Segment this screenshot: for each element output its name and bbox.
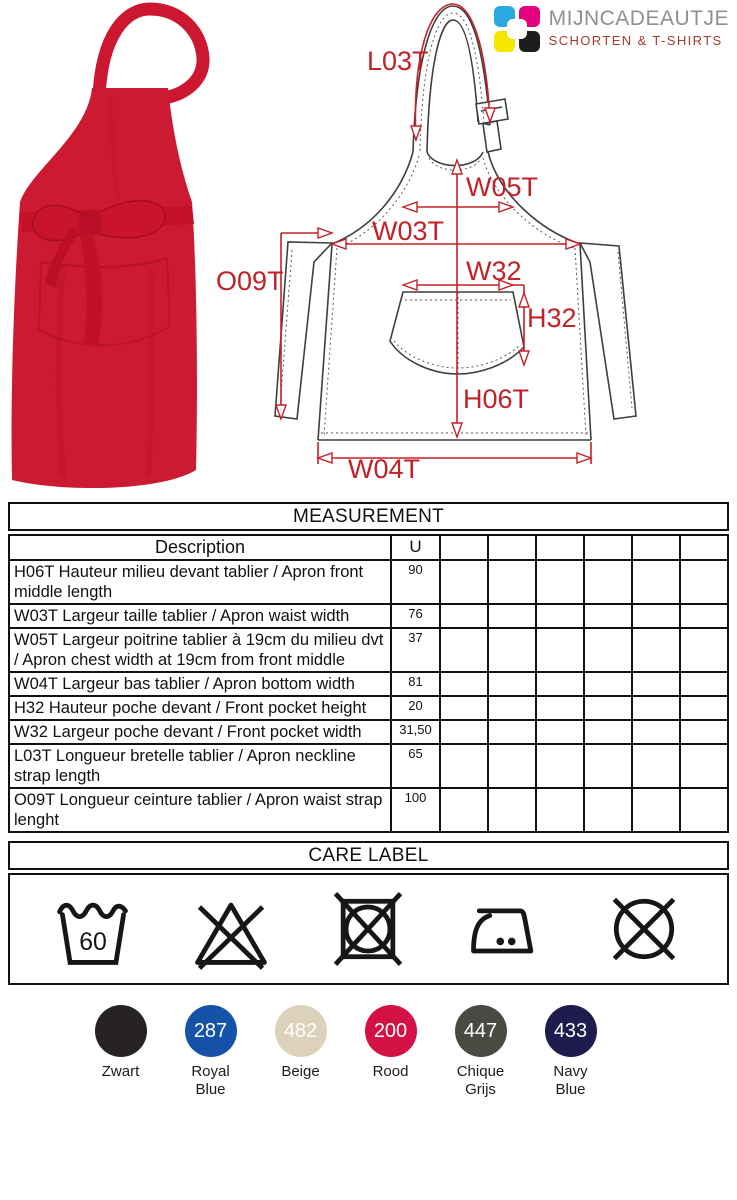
color-swatch-dot xyxy=(95,1005,147,1057)
color-name: Royal Blue xyxy=(191,1063,230,1098)
brand-tagline: SCHORTEN & T-SHIRTS xyxy=(548,33,723,49)
garment-outline xyxy=(275,6,636,440)
column-header-description: Description xyxy=(9,535,391,560)
measure-description: O09T Longueur ceinture tablier / Apron waist strap lenght xyxy=(9,788,391,832)
dim-label-w03t: W03T xyxy=(372,216,445,246)
iron-medium-icon xyxy=(463,886,549,972)
empty-column-header xyxy=(680,535,728,560)
measurement-title: MEASUREMENT xyxy=(8,502,729,531)
color-swatch xyxy=(269,1005,333,1099)
table-row xyxy=(9,560,728,604)
table-row xyxy=(9,720,728,744)
measure-description: W32 Largeur poche devant / Front pocket width xyxy=(9,720,391,744)
color-swatch xyxy=(179,1005,243,1099)
apron-shading xyxy=(148,268,151,478)
color-name: Rood xyxy=(372,1063,409,1080)
color-swatch-dot xyxy=(275,1005,327,1057)
do-not-tumble-dry-icon xyxy=(325,886,411,972)
measure-value: 20 xyxy=(391,696,440,720)
color-swatch xyxy=(449,1005,513,1099)
color-swatch-dot xyxy=(365,1005,417,1057)
empty-column-header xyxy=(488,535,536,560)
wash-60-icon xyxy=(50,886,136,972)
measure-description: L03T Longueur bretelle tablier / Apron neckline strap length xyxy=(9,744,391,788)
dim-label-l03t: L03T xyxy=(367,46,429,76)
measure-description: W04T Largeur bas tablier / Apron bottom width xyxy=(9,672,391,696)
color-swatch-dot xyxy=(545,1005,597,1057)
do-not-dry-clean-icon xyxy=(601,886,687,972)
color-swatch xyxy=(89,1005,153,1099)
empty-column-header xyxy=(584,535,632,560)
measurement-table xyxy=(8,534,729,833)
dim-label-o09t: O09T xyxy=(216,266,284,296)
table-row xyxy=(9,672,728,696)
empty-column-header xyxy=(440,535,488,560)
wash-temperature: 60 xyxy=(79,929,107,957)
measure-value: 37 xyxy=(391,628,440,672)
empty-column-header xyxy=(536,535,584,560)
measure-value: 65 xyxy=(391,744,440,788)
hero-section xyxy=(0,0,737,502)
table-row xyxy=(9,604,728,628)
color-swatch xyxy=(539,1005,603,1099)
do-not-bleach-icon xyxy=(188,886,274,972)
logo-text xyxy=(549,6,729,48)
dim-label-h06t: H06T xyxy=(463,384,530,414)
color-code: 447 xyxy=(463,1019,498,1042)
color-swatch-dot xyxy=(185,1005,237,1057)
dim-label-h32: H32 xyxy=(527,303,577,333)
color-code: 482 xyxy=(283,1019,318,1042)
empty-column-header xyxy=(632,535,680,560)
measure-value: 76 xyxy=(391,604,440,628)
apron-neck-strap xyxy=(99,9,203,98)
logo-square-white xyxy=(507,19,527,39)
column-header-unit: U xyxy=(391,535,440,560)
dim-label-w04t: W04T xyxy=(348,454,421,484)
garment-stitching xyxy=(280,13,632,436)
apron-bow-knot xyxy=(78,210,102,236)
color-code: 287 xyxy=(193,1019,228,1042)
cmyk-squares-icon xyxy=(494,6,540,52)
measure-value: 31,50 xyxy=(391,720,440,744)
color-swatch-dot xyxy=(455,1005,507,1057)
table-row xyxy=(9,744,728,788)
measure-description: H06T Hauteur milieu devant tablier / Apron front middle length xyxy=(9,560,391,604)
dim-label-w05t: W05T xyxy=(466,172,539,202)
table-row xyxy=(9,696,728,720)
color-name: Navy Blue xyxy=(553,1063,588,1098)
color-name: Beige xyxy=(281,1063,320,1080)
measure-value: 90 xyxy=(391,560,440,604)
color-code: 433 xyxy=(553,1019,588,1042)
color-code: 200 xyxy=(373,1019,408,1042)
color-name: Zwart xyxy=(101,1063,140,1080)
care-symbols-row xyxy=(8,873,729,985)
table-row xyxy=(9,788,728,832)
care-label-title: CARE LABEL xyxy=(8,841,729,870)
color-swatch xyxy=(359,1005,423,1099)
apron-diagram-svg xyxy=(210,0,737,495)
measure-value: 81 xyxy=(391,672,440,696)
apron-diagram xyxy=(210,0,737,495)
dim-label-w32: W32 xyxy=(466,256,522,286)
measure-description: W03T Largeur taille tablier / Apron waist width xyxy=(9,604,391,628)
measure-description: H32 Hauteur poche devant / Front pocket height xyxy=(9,696,391,720)
color-name: Chique Grijs xyxy=(456,1063,505,1098)
color-swatches xyxy=(0,1005,737,1099)
table-header-row xyxy=(9,535,728,560)
measure-description: W05T Largeur poitrine tablier à 19cm du milieu dvt / Apron chest width at 19cm from front middle xyxy=(9,628,391,672)
table-row xyxy=(9,628,728,672)
brand-name: MIJNCADEAUTJE xyxy=(548,7,729,30)
brand-logo xyxy=(494,6,729,52)
measure-value: 100 xyxy=(391,788,440,832)
